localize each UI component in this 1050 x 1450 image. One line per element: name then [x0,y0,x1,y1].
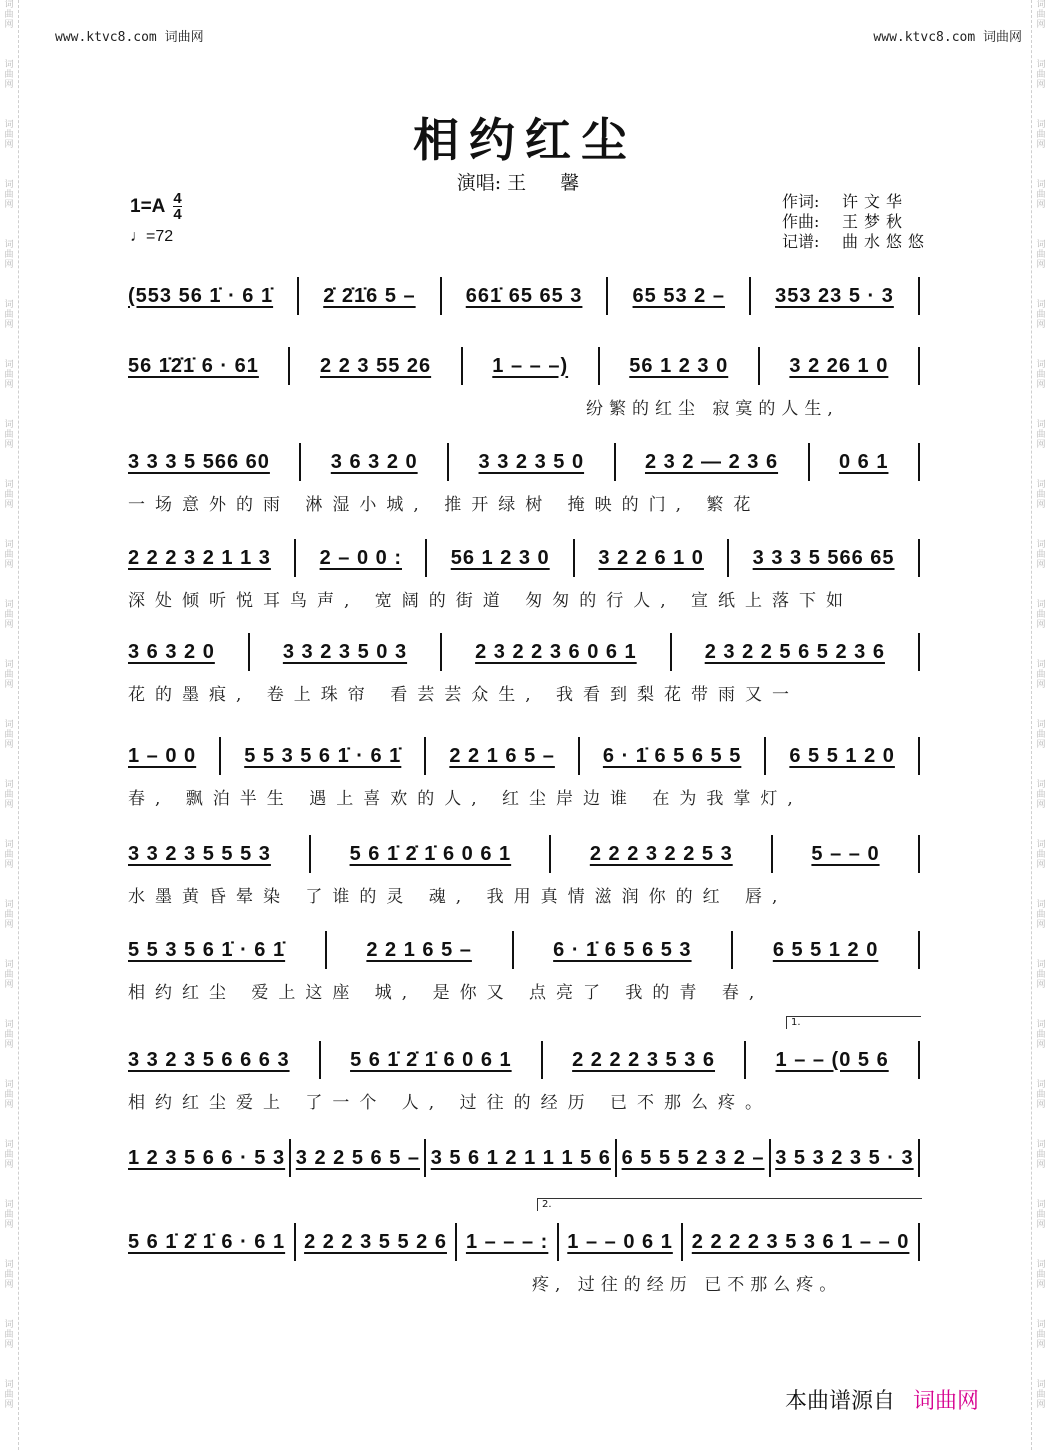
score-row [128,1138,920,1178]
bar-line [447,443,449,481]
measure: 6 · 1̇ 6 5 6 5 3 [553,938,692,961]
notation-line [128,834,920,874]
bar-line [918,737,920,775]
side-watermark-text: 词 曲 网 [1036,720,1046,750]
measure: 353 23 5 · 3 [775,284,894,307]
bar-line [769,1139,771,1177]
lyric-line: 相约红尘爱上 了一个 人, 过往的经历 已不那么疼。 [128,1093,773,1113]
score-row [128,1040,920,1112]
bar-line [541,1041,543,1079]
left-watermark-strip [0,0,19,1450]
side-watermark-text: 词 曲 网 [4,240,14,270]
score-row [128,930,920,1002]
notation-line [128,538,920,578]
bar-line [325,931,327,969]
measure: 3 5 3 2 3 5 · 3 [775,1146,914,1169]
side-watermark-text: 词 曲 网 [1036,480,1046,510]
measure: 3 3 2 3 5 0 [478,450,585,473]
bar-line [615,1139,617,1177]
score-row [128,736,920,808]
notation-line [128,930,920,970]
bar-line [248,633,250,671]
measure: 3 2 2 6 1 0 [598,546,704,569]
bar-line [557,1223,559,1261]
measure: 2 3 2 — 2 3 6 [644,450,779,473]
side-watermark-text: 词 曲 网 [4,360,14,390]
bar-line [771,835,773,873]
notation-line [128,276,920,316]
notation-line [128,736,920,776]
side-watermark-text: 词 曲 网 [1036,1380,1046,1410]
measure: 2 2 3 55 26 [320,354,432,377]
side-watermark-text: 词 曲 网 [1036,1260,1046,1290]
bar-line [918,443,920,481]
volta-first: 1. [786,1016,921,1029]
measure: 3 6 3 2 0 [128,640,215,663]
measure: 3 3 2 3 5 6 6 6 3 [128,1048,290,1071]
score-row [128,346,920,418]
singer-line [0,168,1050,195]
bar-line [749,277,751,315]
singer-name: 王 馨 [507,172,594,194]
measure: 0 6 1 [838,450,889,473]
credit-label: 记谱: [782,232,820,251]
bar-line [288,347,290,385]
side-watermark-text: 词 曲 网 [1036,240,1046,270]
bar-line [606,277,608,315]
side-watermark-text: 词 曲 网 [1036,1080,1046,1110]
measure: 5 6 1̇ 2̇ 1̇ 6 · 6 1 [128,1230,286,1253]
measure: 2 2 1 6 5 – [449,744,555,767]
credit-label: 作曲: [782,212,820,231]
side-watermark-text: 词 曲 网 [1036,1320,1046,1350]
side-watermark-text: 词 曲 网 [1036,180,1046,210]
bar-line [731,931,733,969]
lyric-line: 疼, 过往的经历 已不那么疼。 [532,1275,843,1295]
measure: 3 5 6 1 2 1 1 1 5 6 [430,1146,611,1169]
bar-line [297,277,299,315]
measure: 1 – – (0 5 6 [775,1048,889,1071]
lyric-line: 深处倾听悦耳鸟声, 宽阔的街道 匆匆的行人, 宣纸上落下如 [128,591,854,611]
side-watermark-text: 词 曲 网 [4,180,14,210]
side-watermark-text: 词 曲 网 [4,480,14,510]
credit-value: 王梦秋 [842,212,909,231]
notation-line [128,346,920,386]
measure: (553 56 1̇ · 6 1̇ [128,284,274,307]
score-row [128,1222,920,1294]
site-watermark-right: www.ktvc8.com 词曲网 [873,30,1022,45]
time-top: 4 [173,190,182,207]
measure: 1 – – – : [465,1230,549,1253]
key-signature [130,192,182,222]
side-watermark-text: 词 曲 网 [4,540,14,570]
measure: 1 2 3 5 6 6 · 5 3 [128,1146,286,1169]
measure: 56 1 2 3 0 [629,354,729,377]
side-watermark-text: 词 曲 网 [4,420,14,450]
bar-line [727,539,729,577]
bar-line [808,443,810,481]
bar-line [670,633,672,671]
bar-line [549,835,551,873]
side-watermark-text: 词 曲 网 [1036,360,1046,390]
right-watermark-strip [1031,0,1050,1450]
lyric-line: 一场意外的雨 淋湿小城, 推开绿树 掩映的门, 繁花 [128,495,761,515]
measure: 1 – 0 0 [128,744,197,767]
side-watermark-text: 词 曲 网 [4,1200,14,1230]
side-watermark-text: 词 曲 网 [1036,960,1046,990]
notation-line [128,1138,920,1178]
footer-brand[interactable]: 词曲网 [913,1389,980,1414]
bar-line [512,931,514,969]
measure: 2 3 2 2 3 6 0 6 1 [475,640,637,663]
score-row [128,834,920,906]
bar-line [319,1041,321,1079]
measure: 1 – – 0 6 1 [567,1230,673,1253]
side-watermark-text: 词 曲 网 [1036,0,1046,30]
credit-line [782,232,930,252]
score-row [128,632,920,704]
singer-label: 演唱: [456,172,502,194]
notation-line [128,1040,920,1080]
notation-line [128,632,920,672]
side-watermark-text: 词 曲 网 [1036,540,1046,570]
bar-line [918,347,920,385]
side-watermark-text: 词 曲 网 [1036,1020,1046,1050]
bar-line [598,347,600,385]
side-watermark-text: 词 曲 网 [4,840,14,870]
lyric-line: 花的墨痕, 卷上珠帘 看芸芸众生, 我看到梨花带雨又一 [128,685,800,705]
measure: 65 53 2 – [632,284,725,307]
score-row [128,276,920,316]
source-footer [785,1384,979,1415]
measure: 6 5 5 5 2 3 2 – [621,1146,765,1169]
measure: 56 1 2 3 0 [450,546,550,569]
side-watermark-text: 词 曲 网 [1036,1200,1046,1230]
measure: 6 5 5 1 2 0 [789,744,895,767]
side-watermark-text: 词 曲 网 [4,660,14,690]
measure: 3 2 26 1 0 [789,354,889,377]
bar-line [918,1223,920,1261]
bar-line [918,1041,920,1079]
measure: 1 – – –) [492,354,569,377]
score-row [128,538,920,610]
side-watermark-text: 词 曲 网 [4,0,14,30]
lyric-line: 纷繁的红尘 寂寞的人生, [586,399,839,419]
side-watermark-text: 词 曲 网 [4,900,14,930]
side-watermark-text: 词 曲 网 [4,1140,14,1170]
lyric-line: 相约红尘 爱上这座 城, 是你又 点亮了 我的青 春, [128,983,765,1003]
bar-line [918,277,920,315]
bar-line [573,539,575,577]
side-watermark-text: 词 曲 网 [1036,300,1046,330]
measure: 5 6 1̇ 2̇ 1̇ 6 0 6 1 [349,842,512,865]
credit-line [782,192,930,212]
credit-line [782,212,930,232]
bar-line [424,737,426,775]
measure: 2 2 2 3 5 5 2 6 [304,1230,447,1253]
side-watermark-text: 词 曲 网 [1036,1140,1046,1170]
bar-line [309,835,311,873]
side-watermark-text: 词 曲 网 [1036,900,1046,930]
lyric-line: 春, 飘泊半生 遇上喜欢的人, 红尘岸边谁 在为我掌灯, [128,789,803,809]
bar-line [219,737,221,775]
measure: 3 3 3 5 566 65 [752,546,895,569]
bar-line [681,1223,683,1261]
footer-text: 本曲谱源自 [785,1389,896,1414]
side-watermark-text: 词 曲 网 [4,600,14,630]
measure: 6 5 5 1 2 0 [772,938,879,961]
side-watermark-text: 词 曲 网 [1036,660,1046,690]
side-watermark-text: 词 曲 网 [1036,60,1046,90]
bar-line [299,443,301,481]
side-watermark-text: 词 曲 网 [4,1080,14,1110]
measure: 3 3 2 3 5 5 5 3 [128,842,271,865]
measure: 5 – – 0 [811,842,880,865]
bar-line [440,277,442,315]
side-watermark-text: 词 曲 网 [1036,420,1046,450]
measure: 5 6 1̇ 2̇ 1̇ 6 0 6 1 [350,1048,512,1071]
bar-line [614,443,616,481]
tempo-mark: ♩=72 [130,228,174,245]
volta-second: 2. [537,1198,922,1211]
time-signature [173,192,181,222]
bar-line [440,633,442,671]
bar-line [294,539,296,577]
measure: 661̇ 65 65 3 [465,284,583,307]
bar-line [425,539,427,577]
bar-line [424,1139,426,1177]
time-bottom: 4 [173,206,182,223]
measure: 3 3 2 3 5 0 3 [282,640,408,663]
notation-line [128,442,920,482]
bar-line [455,1223,457,1261]
bar-line [918,931,920,969]
measure: 2 2 2 2 3 5 3 6 [572,1048,716,1071]
bar-line [294,1223,296,1261]
score-row [128,442,920,514]
song-title: 相约红尘 [413,113,637,167]
measure: 2 – 0 0 : [319,546,402,569]
bar-line [744,1041,746,1079]
measure: 2 2 1 6 5 – [366,938,472,961]
side-watermark-text: 词 曲 网 [4,1380,14,1410]
side-watermark-text: 词 曲 网 [4,720,14,750]
bar-line [758,347,760,385]
side-watermark-text: 词 曲 网 [1036,120,1046,150]
bar-line [764,737,766,775]
bar-line [918,633,920,671]
credit-value: 曲水悠悠 [842,232,931,251]
side-watermark-text: 词 曲 网 [4,1320,14,1350]
lyric-line: 水墨黄昏晕染 了谁的灵 魂, 我用真情滋润你的红 唇, [128,887,788,907]
bar-line [918,1139,920,1177]
site-watermark-left: www.ktvc8.com 词曲网 [55,30,204,45]
notation-line [128,1222,920,1262]
side-watermark-text: 词 曲 网 [4,300,14,330]
credit-label: 作词: [782,192,820,211]
measure: 3 6 3 2 0 [330,450,418,473]
measure: 2 3 2 2 5 6 5 2 3 6 [704,640,885,663]
measure: 2̇ 2̇1̇6 5 – [323,284,416,307]
side-watermark-text: 词 曲 网 [1036,600,1046,630]
credit-value: 许文华 [842,192,909,211]
measure: 6 · 1̇ 6 5 6 5 5 [602,744,742,767]
side-watermark-text: 词 曲 网 [4,60,14,90]
measure: 2 2 2 3 2 2 5 3 [589,842,733,865]
bar-line [918,835,920,873]
side-watermark-text: 词 曲 网 [4,1260,14,1290]
bar-line [918,539,920,577]
bar-line [461,347,463,385]
measure: 5 5 3 5 6 1̇ · 6 1̇ [244,744,402,767]
bar-line [289,1139,291,1177]
measure: 5 5 3 5 6 1̇ · 6 1̇ [128,938,286,961]
credits [782,192,930,252]
side-watermark-text: 词 曲 网 [4,960,14,990]
side-watermark-text: 词 曲 网 [4,780,14,810]
key-label: 1=A [130,196,166,217]
side-watermark-text: 词 曲 网 [1036,840,1046,870]
bar-line [578,737,580,775]
measure: 3 3 3 5 566 60 [128,450,270,473]
measure: 2 2 2 3 2 1 1 3 [128,546,271,569]
side-watermark-text: 词 曲 网 [1036,780,1046,810]
measure: 56 1̇2̇1̇ 6 · 61 [128,354,259,377]
measure: 3 2 2 5 6 5 – [295,1146,420,1169]
side-watermark-text: 词 曲 网 [4,120,14,150]
side-watermark-text: 词 曲 网 [4,1020,14,1050]
measure: 2 2 2 2 3 5 3 6 1 – – 0 [691,1230,910,1253]
